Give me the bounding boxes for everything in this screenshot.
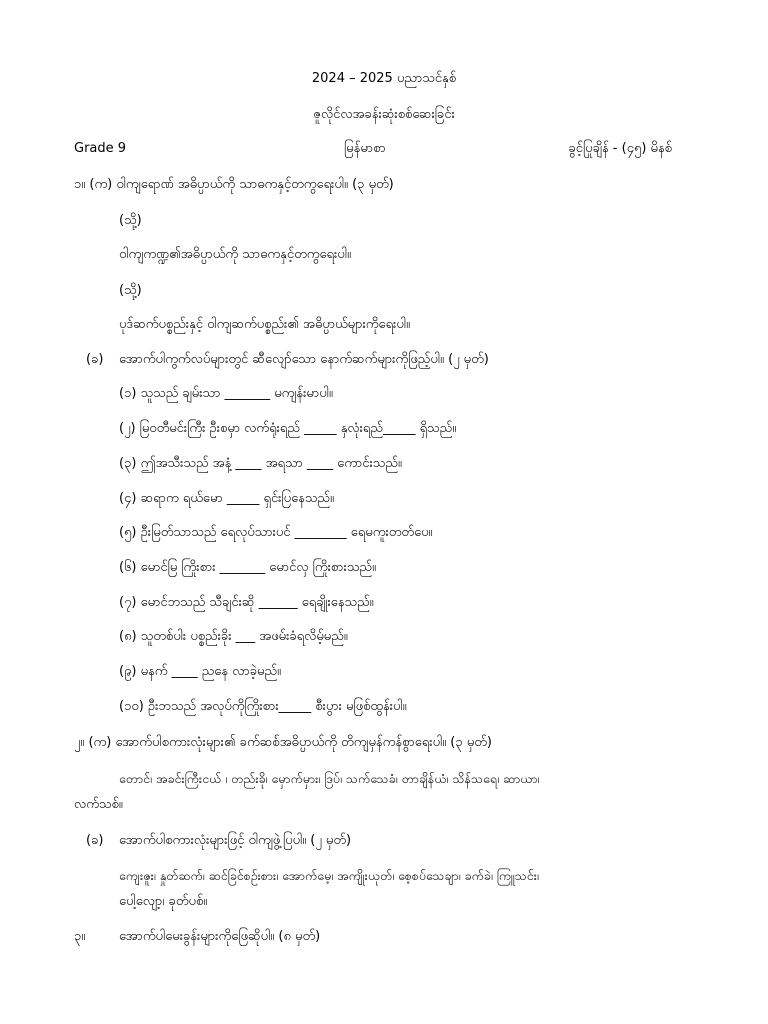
question-1a-alt2: ပုဒ်ဆက်ပစ္စည်းနှင့် ဝါကျဆက်ပစ္စည်း၏ အဓိပ္ပာယ်များကိုရေးပါ။: [119, 317, 410, 332]
year-line: 2024 – 2025 ပညာသင်နှစ်: [311, 71, 457, 86]
fill-item: (၉) မနက် ____ ညနေ လာခဲ့မည်။: [119, 664, 281, 679]
question-3-number: ၃။: [74, 929, 86, 944]
question-1b: အောက်ပါကွက်လပ်များတွင် ဆီလျော်သော နောက်ဆက်များကိုဖြည့်ပါ။ (၂ မှတ်): [119, 352, 489, 367]
time-allowed: ခွင့်ပြုချိန် - (၄၅) မိနစ်: [568, 141, 672, 156]
or-label: (သို့): [119, 213, 142, 228]
question-2b-words-cont: ပေါ့လျော့၊ ခုတ်ပစ်။: [119, 894, 208, 909]
question-1a-alt1: ဝါကျကဏ္ဍ၏အဓိပ္ပာယ်ကို သာဓကနှင့်တကွရေးပါ။: [119, 247, 351, 262]
fill-item: (၂) မြဝတီမင်းကြီး ဦးစမှာ လက်ရုံးရည် _____ နှလုံးရည်_____ ရှိသည်။: [119, 421, 457, 436]
fill-item: (၇) မောင်ဘသည် သီချင်းဆို ______ ရေချိုးနေသည်။: [119, 595, 374, 610]
question-2b: အောက်ပါစကားလုံးများဖြင့် ဝါကျဖွဲ့ပြပါ။ (၂ မှတ်): [119, 833, 352, 848]
question-1b-number: (ခ): [86, 352, 104, 367]
fill-item: (၈) သူတစ်ပါး ပစ္စည်းခိုး ___ အဖမ်းခံရလိမ့်မည်။: [119, 629, 348, 644]
fill-item: (၃) ဤအသီးသည် အနံ့ ____ အရသာ ____ ကောင်းသည်။: [119, 456, 402, 471]
fill-item: (၆) မောင်မြ ကြိုးစား _______ မောင်လှ ကြိုးစားသည်။: [119, 560, 376, 575]
question-2b-words: ကျေးဇူး၊ နှုတ်ဆက်၊ ဆင်ခြင်စဉ်းစား၊ အောက်မေ့၊ အကျိုးယုတ်၊ စေ့စပ်သေချာ၊ ခက်ခဲ၊ ကြူသင်း၊: [119, 868, 539, 883]
question-2a-words-cont: လက်သစ်။: [74, 797, 123, 812]
question-2b-number: (ခ): [86, 833, 104, 848]
question-2a-words: တောင်၊ အခင်းကြီးငယ် ၊ တည်းခို၊ မှောက်မှား၊ ဒြပ်၊ သက်သေခံ၊ တာချိန်ယံ၊ သိန်သရေ၊ ဆာယာ၊: [119, 771, 540, 786]
fill-item: (၁၀) ဦးဘသည် အလုပ်ကိုကြိုးစား_____ စီးပွား မဖြစ်ထွန်းပါ။: [119, 699, 407, 714]
question-3: အောက်ပါမေးခွန်းများကိုဖြေဆိုပါ။ (၈ မှတ်): [119, 929, 321, 944]
subject-label: မြန်မာစာ: [344, 141, 386, 156]
fill-item: (၁) သူသည် ချမ်းသာ _______ မကျန်းမာပါ။: [119, 386, 333, 401]
fill-item: (၄) ဆရာက ရယ်မော _____ ရှင်းပြနေသည်။: [119, 491, 334, 506]
fill-item: (၅) ဦးမြတ်သာသည် ရေလုပ်သားပင် ________ ရေမကူးတတ်ပေ။: [119, 525, 433, 540]
exam-title: ဇူလိုင်လအခန်းဆုံးစစ်ဆေးခြင်း: [313, 107, 455, 122]
question-1a: ၁။ (က) ဝါကျရောဏ် အဓိပ္ပာယ်ကို သာဓကနှင့်တကွရေးပါ။ (၃ မှတ်): [74, 177, 394, 192]
grade-label: Grade 9: [74, 141, 127, 156]
or-label: (သို့): [119, 283, 142, 298]
question-2a: ၂။ (က) အောက်ပါစကားလုံးများ၏ ခက်ဆစ်အဓိပ္ပာယ်ကို တိကျမှန်ကန်စွာရေးပါ။ (၃ မှတ်): [74, 735, 492, 750]
